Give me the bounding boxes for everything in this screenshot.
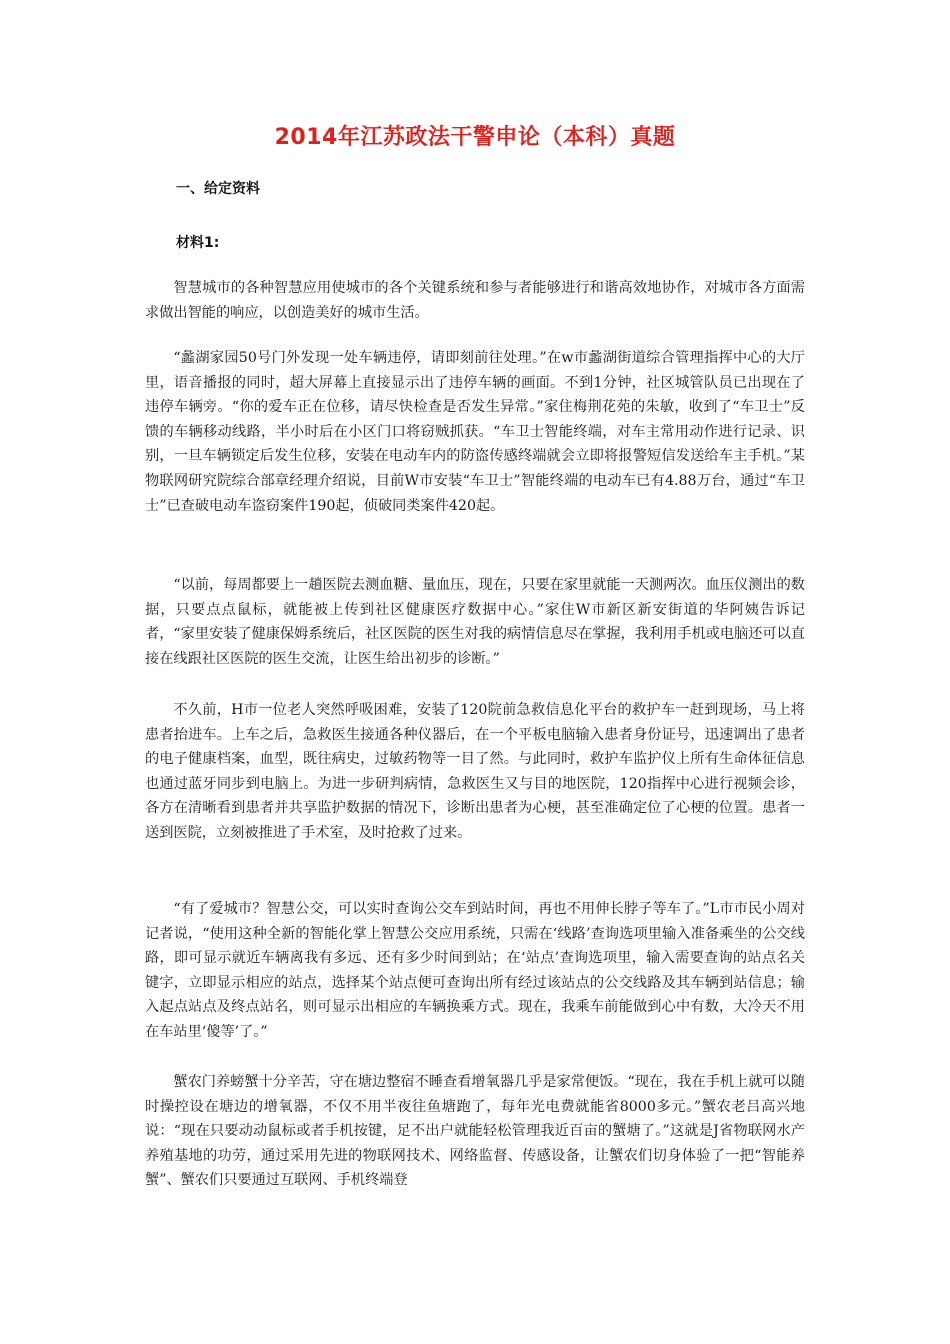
paragraph-car-guard: “蠡湖家园50号门外发现一处车辆违停，请即刻前往处理。”在w市蠡湖街道综合管理指挥中心的大厅里，语音播报的同时，超大屏幕上直接显示出了违停车辆的画面。不到1分钟，社区城管队员已出现在了违停车辆旁。“你的爱车正在位移，请尽快检查是否发生异常。”家住梅荆花苑的朱敏，收到了“车卫士”反馈的车辆移动线路，半小时后在小区门口将窃贼抓获。“车卫士智能终端，对车主常用动作进行记录、识别，一旦车辆锁定后发生位移，安装在电动车内的防盗传感终端就会立即将报警短信发送给车主手机。”某物联网研究院综合部章经理介绍说，目前W市安装“车卫士”智能终端的电动车已有4.88万台，通过“车卫士”已查破电动车盗窃案件190起，侦破同类案件420起。 [145, 350, 805, 514]
paragraph-crab-farming: 蟹农门养螃蟹十分辛苦，守在塘边整宿不睡查看增氧器几乎是家常便饭。“现在，我在手机上就可以随时操控设在塘边的增氧器，不仅不用半夜往鱼塘跑了，每年光电费就能省8000多元。”蟹农老吕高兴地说：“现在只要动动鼠标或者手机按键，足不出户就能轻松管理我近百亩的蟹塘了。”这就是J省物联网水产养殖基地的功劳，通过采用先进的物联网技术、网络监督、传感设备，让蟹农们切身体验了一把“智能养蟹”、蟹农们只要通过互联网、手机终端登 [145, 1074, 805, 1189]
paragraph-ambulance: 不久前，H市一位老人突然呼吸困难，安装了120院前急救信息化平台的救护车一赶到现场，马上将患者抬进车。上车之后，急救医生接通各种仪器后，在一个平板电脑输入患者身份证号，迅速调出了患者的电子健康档案，血型，既往病史，过敏药物等一目了然。与此同时，救护车监护仪上所有生命体征信息也通过蓝牙同步到电脑上。为进一步研判病情，急救医生又与目的地医院，120指挥中心进行视频会诊，各方在清晰看到患者并共享监护数据的情况下，诊断出患者为心梗，甚至准确定位了心梗的位置。患者一送到医院，立刻被推进了手术室，及时抢救了过来。 [145, 702, 805, 841]
paragraph-health-nanny: “以前，每周都要上一趟医院去测血糖、量血压，现在，只要在家里就能一天测两次。血压仪测出的数据，只要点点鼠标，就能被上传到社区健康医疗数据中心。”家住W市新区新安街道的华阿姨告诉记者，“家里安装了健康保姆系统后，社区医院的医生对我的病情信息尽在掌握，我利用手机或电脑还可以直接在线跟社区医院的医生交流，让医生给出初步的诊断。” [145, 577, 805, 667]
section-heading: 一、给定资料 [176, 181, 260, 197]
material-label: 材料1: [176, 235, 220, 251]
document-title: 2014年江苏政法干警申论（本科）真题 [274, 125, 676, 150]
paragraph-intro: 智慧城市的各种智慧应用使城市的各个关键系统和参与者能够进行和谐高效地协作，对城市各方面需求做出智能的响应，以创造美好的城市生活。 [145, 280, 805, 321]
paragraph-smart-bus: “有了爱城市？智慧公交，可以实时查询公交车到站时间，再也不用伸长脖子等车了。”L市市民小周对记者说，“使用这种全新的智能化掌上智慧公交应用系统，只需在‘线路’查询选项里输入准备乘坐的公交线路，即可显示就近车辆离我有多远、还有多少时间到站；在‘站点’查询选项里，输入需要查询的站点名关键字，立即显示相应的站点，选择某个站点便可查询出所有经过该站点的公交线路及其车辆到站信息；输入起点站点及终点站名，则可显示出相应的车辆换乘方式。现在，我乘车前能做到心中有数，大冷天不用在车站里‘傻等’了。” [145, 901, 805, 1040]
